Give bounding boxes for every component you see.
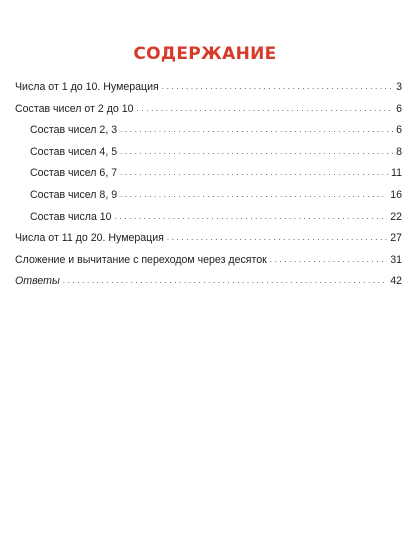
toc-entry[interactable] — [15, 274, 402, 296]
toc-entry-label: Состав чисел от 2 до 10 — [15, 102, 134, 115]
toc-entry-page: 6 — [396, 124, 402, 137]
toc-subentry[interactable] — [15, 210, 402, 232]
toc-entry-label: Сложение и вычитание с переходом через десяток — [15, 253, 267, 266]
toc-entry-label: Числа от 11 до 20. Нумерация — [15, 232, 164, 245]
toc-leader-dots — [120, 166, 388, 176]
toc-entry[interactable] — [15, 80, 402, 102]
toc-leader-dots — [162, 80, 393, 90]
toc-entry-page: 8 — [396, 145, 402, 158]
toc-entry-label: Ответы — [15, 275, 60, 288]
toc-leader-dots — [120, 123, 393, 133]
toc-entry-page: 27 — [390, 232, 402, 245]
toc-subentry[interactable] — [15, 145, 402, 167]
toc-leader-dots — [115, 210, 388, 220]
toc-entry-page: 3 — [396, 81, 402, 93]
toc-entry[interactable] — [15, 102, 402, 124]
toc-entry-page: 6 — [396, 102, 402, 115]
toc-entry-label: Состав чисел 2, 3 — [30, 124, 118, 137]
toc-entry-label: Состав чисел 6, 7 — [30, 167, 118, 180]
table-of-contents — [15, 80, 402, 296]
toc-leader-dots — [120, 188, 387, 198]
toc-subentry[interactable] — [15, 188, 402, 210]
toc-entry-page: 31 — [390, 253, 402, 266]
toc-entry-label: Числа от 1 до 10. Нумерация — [15, 81, 159, 93]
toc-entry-label: Состав чисел 8, 9 — [30, 188, 118, 201]
toc-entry-page: 22 — [390, 210, 402, 223]
toc-leader-dots — [63, 274, 387, 284]
toc-leader-dots — [167, 231, 387, 241]
toc-leader-dots — [137, 102, 394, 112]
toc-entry-page: 11 — [391, 167, 402, 180]
toc-subentry[interactable] — [15, 166, 402, 188]
toc-subentry[interactable] — [15, 123, 402, 145]
toc-entry-label: Состав чисел 4, 5 — [30, 145, 118, 158]
toc-entry[interactable] — [15, 253, 402, 275]
toc-entry-label: Состав числа 10 — [30, 210, 112, 223]
toc-leader-dots — [120, 145, 393, 155]
toc-entry-page: 42 — [390, 275, 402, 288]
toc-entry[interactable] — [15, 231, 402, 253]
toc-leader-dots — [270, 253, 387, 263]
page-title: СОДЕРЖАНИЕ — [133, 44, 277, 64]
toc-entry-page: 16 — [390, 188, 402, 201]
